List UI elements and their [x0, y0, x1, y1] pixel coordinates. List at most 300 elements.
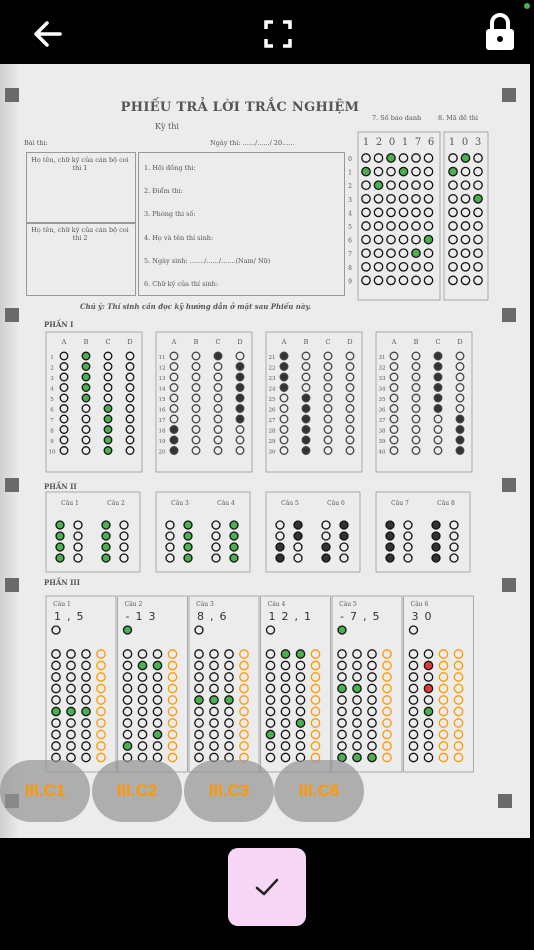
grid-label: 8 [348, 264, 352, 272]
answer-bubble [424, 684, 432, 692]
answer-bubble [346, 405, 354, 413]
field-diem-thi: 2. Điểm thi: [144, 187, 183, 195]
signer2-label: Họ tên, chữ ký của cán bộ coi thi 2 [31, 226, 129, 242]
answer-bubble [374, 222, 382, 230]
answer-bubble [192, 363, 200, 371]
answer-bubble [104, 436, 112, 444]
answer-bubble [168, 753, 176, 761]
chip-iii-c6[interactable] [274, 760, 364, 822]
answer-bubble [302, 405, 310, 413]
field-hoi-dong: 1. Hội đồng thi: [144, 164, 196, 172]
answer-bubble [212, 521, 220, 529]
grid-label: 3 [50, 376, 54, 382]
answer-bubble [374, 154, 382, 162]
grid-label: 2 [375, 137, 383, 148]
answer-bubble [302, 426, 310, 434]
chip-iii-c1[interactable] [0, 760, 90, 822]
answer-bubble [60, 384, 68, 392]
answer-bubble [296, 730, 304, 738]
ky-thi-label: Kỳ thi [155, 122, 179, 131]
answer-bubble [67, 650, 75, 658]
answer-bubble [281, 742, 289, 750]
grid-label: Câu 4 [217, 500, 235, 507]
answer-bubble [338, 684, 346, 692]
answer-bubble [126, 373, 134, 381]
answer-bubble [214, 426, 222, 434]
answer-bubble [409, 696, 417, 704]
answer-bubble [67, 707, 75, 715]
grid-label: 29 [268, 439, 276, 445]
chip-label: III.C2 [116, 781, 158, 800]
answer-bubble [412, 394, 420, 402]
answer-bubble [362, 154, 370, 162]
answer-bubble [240, 696, 248, 704]
answer-bubble [474, 167, 482, 175]
answer-bubble [424, 673, 432, 681]
answer-bubble [324, 384, 332, 392]
answer-bubble [97, 753, 105, 761]
answer-bubble [52, 650, 60, 658]
answer-bubble [474, 263, 482, 271]
answer-bubble [399, 222, 407, 230]
answer-bubble [138, 719, 146, 727]
part1-label: PHẦN I [44, 320, 74, 329]
answer-bubble [374, 263, 382, 271]
answer-bubble [192, 394, 200, 402]
answer-bubble [424, 249, 432, 257]
answer-bubble [324, 426, 332, 434]
answer-bubble [386, 521, 394, 529]
answer-bubble [126, 426, 134, 434]
answer-bubble [412, 276, 420, 284]
confirm-button[interactable] [228, 848, 306, 926]
answer-bubble [126, 415, 134, 423]
answer-bubble [120, 554, 128, 562]
answer-bubble [236, 426, 244, 434]
answer-bubble [439, 673, 447, 681]
grid-label: 8 [50, 428, 54, 435]
answer-bubble [449, 154, 457, 162]
answer-bubble [210, 684, 218, 692]
answer-bubble [281, 673, 289, 681]
answer-bubble [166, 543, 174, 551]
answer-bubble [324, 447, 332, 455]
answer-bubble [346, 394, 354, 402]
part3-written-answer: 1,5 [54, 610, 90, 623]
answer-bubble [461, 181, 469, 189]
answer-bubble [97, 661, 105, 669]
answer-bubble [97, 742, 105, 750]
answer-bubble [322, 521, 330, 529]
answer-bubble [170, 447, 178, 455]
answer-bubble [166, 532, 174, 540]
answer-bubble [412, 363, 420, 371]
answer-bubble [324, 352, 332, 360]
answer-bubble [82, 352, 90, 360]
answer-bubble [409, 730, 417, 738]
answer-bubble [236, 436, 244, 444]
answer-bubble [412, 373, 420, 381]
answer-bubble [120, 532, 128, 540]
grid-label: 34 [378, 386, 386, 393]
answer-bubble [280, 447, 288, 455]
grid-label: 36 [378, 407, 386, 414]
grid-label: 7 [414, 137, 422, 148]
answer-bubble [302, 394, 310, 402]
answer-bubble [386, 554, 394, 562]
answer-bubble [439, 684, 447, 692]
answer-bubble [461, 167, 469, 175]
answer-bubble [60, 447, 68, 455]
answer-bubble [236, 384, 244, 392]
answer-bubble [399, 154, 407, 162]
answer-bubble [225, 742, 233, 750]
answer-bubble [153, 684, 161, 692]
answer-bubble [474, 249, 482, 257]
answer-bubble [456, 352, 464, 360]
answer-bubble [404, 532, 412, 540]
grid-label: 22 [268, 365, 276, 372]
grid-label: B [193, 338, 199, 346]
answer-bubble [424, 208, 432, 216]
grid-label: 0 [348, 156, 352, 163]
answer-bubble [138, 696, 146, 704]
answer-bubble [82, 650, 90, 658]
answer-bubble [138, 684, 146, 692]
answer-bubble [280, 373, 288, 381]
answer-bubble [302, 373, 310, 381]
answer-bubble [168, 742, 176, 750]
answer-bubble [454, 661, 462, 669]
answer-bubble [281, 684, 289, 692]
grid-label: Câu 1 [61, 500, 79, 507]
grid-label: D [127, 338, 133, 346]
answer-bubble [368, 684, 376, 692]
answer-bubble [474, 208, 482, 216]
answer-bubble [434, 447, 442, 455]
part3-written-answer: 30 [411, 610, 438, 623]
answer-bubble [324, 363, 332, 371]
answer-bubble [461, 263, 469, 271]
grid-label: 9 [348, 278, 352, 286]
grid-label: 1 [401, 137, 409, 148]
answer-bubble [454, 730, 462, 738]
answer-bubble [266, 650, 274, 658]
answer-bubble [461, 235, 469, 243]
answer-bubble [67, 673, 75, 681]
answer-bubble [82, 373, 90, 381]
answer-bubble [410, 626, 418, 634]
answer-bubble [424, 730, 432, 738]
chip-iii-c2[interactable] [92, 760, 182, 822]
answer-bubble [302, 352, 310, 360]
answer-bubble [97, 719, 105, 727]
answer-bubble [302, 447, 310, 455]
answer-bubble [82, 384, 90, 392]
answer-bubble [324, 373, 332, 381]
answer-bubble [404, 543, 412, 551]
answer-bubble [311, 742, 319, 750]
part3-label: PHẦN III [44, 578, 80, 587]
answer-bubble [225, 650, 233, 658]
answer-bubble [296, 719, 304, 727]
answer-bubble [123, 719, 131, 727]
answer-bubble [383, 684, 391, 692]
answer-bubble [353, 673, 361, 681]
grid-label: Câu 2 [124, 601, 143, 608]
field-chu-ky: 6. Chữ ký của thí sinh: [144, 280, 219, 288]
answer-bubble [387, 235, 395, 243]
answer-bubble [424, 181, 432, 189]
answer-bubble [424, 696, 432, 704]
answer-bubble [474, 154, 482, 162]
grid-label: 3 [348, 196, 352, 204]
answer-bubble [276, 521, 284, 529]
answer-bubble [434, 363, 442, 371]
answer-bubble [102, 554, 110, 562]
answer-bubble [387, 263, 395, 271]
answer-bubble [338, 730, 346, 738]
answer-bubble [409, 742, 417, 750]
chip-label: III.C3 [208, 781, 250, 800]
answer-bubble [97, 696, 105, 704]
answer-bubble [456, 415, 464, 423]
answer-bubble [168, 684, 176, 692]
answer-bubble [449, 181, 457, 189]
grid-label: 14 [158, 386, 166, 393]
answer-bubble [82, 447, 90, 455]
grid-label: Câu 3 [171, 500, 189, 507]
answer-bubble [195, 684, 203, 692]
grid-label: 4 [50, 386, 54, 393]
answer-bubble [236, 363, 244, 371]
answer-bubble [353, 707, 361, 715]
grid-label: Câu 3 [196, 601, 214, 608]
lock-button[interactable] [478, 10, 522, 54]
answer-bubble [168, 661, 176, 669]
answer-bubble [399, 167, 407, 175]
answer-bubble [168, 673, 176, 681]
answer-bubble [126, 352, 134, 360]
answer-bubble [454, 707, 462, 715]
answer-bubble [168, 730, 176, 738]
answer-bubble [52, 684, 60, 692]
answer-bubble [412, 263, 420, 271]
answer-bubble [102, 543, 110, 551]
answer-bubble [412, 415, 420, 423]
answer-bubble [399, 195, 407, 203]
grid-label: 7 [348, 251, 352, 259]
answer-bubble [432, 532, 440, 540]
answer-bubble [82, 719, 90, 727]
answer-bubble [346, 415, 354, 423]
answer-bubble [126, 436, 134, 444]
answer-bubble [82, 696, 90, 704]
answer-bubble [311, 684, 319, 692]
answer-bubble [267, 626, 275, 634]
answer-bubble [432, 543, 440, 551]
answer-bubble [368, 730, 376, 738]
answer-bubble [390, 405, 398, 413]
answer-bubble [362, 222, 370, 230]
answer-bubble [104, 363, 112, 371]
answer-bubble [74, 521, 82, 529]
answer-bubble [240, 719, 248, 727]
answer-bubble [126, 405, 134, 413]
answer-bubble [170, 436, 178, 444]
back-button[interactable] [28, 14, 68, 54]
answer-bubble [338, 742, 346, 750]
answer-bubble [82, 753, 90, 761]
grid-label: 35 [378, 397, 386, 403]
answer-bubble [412, 447, 420, 455]
grid-label: 5 [348, 224, 352, 231]
answer-bubble [296, 673, 304, 681]
answer-bubble [412, 235, 420, 243]
answer-bubble [424, 167, 432, 175]
answer-bubble [281, 661, 289, 669]
answer-bubble [374, 249, 382, 257]
answer-bubble [383, 673, 391, 681]
answer-bubble [74, 554, 82, 562]
grid-label: 6 [50, 407, 54, 414]
answer-bubble [409, 753, 417, 761]
answer-bubble [97, 730, 105, 738]
answer-bubble [184, 521, 192, 529]
answer-bubble [340, 521, 348, 529]
grid-label: A [391, 338, 397, 346]
grid-label: D [457, 338, 463, 346]
answer-bubble [225, 719, 233, 727]
answer-bubble [409, 719, 417, 727]
answer-bubble [123, 707, 131, 715]
grid-label: 1 [50, 355, 54, 361]
answer-bubble [60, 415, 68, 423]
answer-bubble [362, 181, 370, 189]
answer-bubble [302, 436, 310, 444]
answer-bubble [60, 363, 68, 371]
answer-bubble [424, 263, 432, 271]
answer-bubble [266, 707, 274, 715]
answer-bubble [346, 447, 354, 455]
answer-bubble [324, 415, 332, 423]
answer-bubble [82, 707, 90, 715]
answer-bubble [311, 661, 319, 669]
answer-bubble [240, 661, 248, 669]
answer-bubble [124, 626, 132, 634]
answer-bubble [424, 707, 432, 715]
answer-bubble [456, 436, 464, 444]
answer-bubble [266, 696, 274, 704]
answer-bubble [302, 363, 310, 371]
answer-bubble [153, 707, 161, 715]
answer-bubble [399, 263, 407, 271]
answer-bubble [240, 730, 248, 738]
answer-bubble [153, 730, 161, 738]
grid-label: D [347, 338, 353, 346]
grid-label: D [237, 338, 243, 346]
answer-bubble [192, 384, 200, 392]
answer-bubble [236, 373, 244, 381]
answer-bubble [153, 696, 161, 704]
answer-bubble [474, 276, 482, 284]
answer-bubble [439, 753, 447, 761]
arrow-left-icon [30, 16, 66, 52]
answer-bubble [280, 405, 288, 413]
answer-bubble [67, 696, 75, 704]
answer-bubble [456, 384, 464, 392]
part3-written-answer: 8,6 [197, 610, 233, 623]
answer-bubble [412, 167, 420, 175]
answer-bubble [170, 415, 178, 423]
answer-bubble [214, 363, 222, 371]
answer-bubble [120, 521, 128, 529]
answer-bubble [195, 696, 203, 704]
answer-bubble [454, 673, 462, 681]
answer-bubble [456, 363, 464, 371]
grid-label: 7 [50, 418, 54, 424]
ngay-thi-label: Ngày thi: ....../....../ 20...... [210, 139, 295, 147]
answer-bubble [434, 436, 442, 444]
grid-label: 25 [268, 397, 276, 403]
answer-bubble [412, 352, 420, 360]
answer-bubble [82, 415, 90, 423]
answer-bubble [449, 208, 457, 216]
scanned-answer-sheet [0, 64, 530, 838]
grid-label: Câu 5 [339, 601, 357, 608]
answer-bubble [386, 532, 394, 540]
answer-bubble [123, 730, 131, 738]
answer-bubble [362, 167, 370, 175]
answer-bubble [296, 650, 304, 658]
answer-bubble [311, 696, 319, 704]
answer-bubble [461, 195, 469, 203]
answer-bubble [230, 554, 238, 562]
answer-bubble [168, 696, 176, 704]
answer-bubble [456, 426, 464, 434]
answer-bubble [412, 208, 420, 216]
answer-bubble [210, 661, 218, 669]
answer-bubble [450, 532, 458, 540]
answer-bubble [153, 650, 161, 658]
answer-bubble [346, 426, 354, 434]
fullscreen-button[interactable] [258, 14, 298, 54]
grid-label: 1 [348, 169, 352, 177]
answer-bubble [192, 373, 200, 381]
top-toolbar [0, 0, 534, 64]
answer-bubble [404, 554, 412, 562]
answer-bubble [280, 363, 288, 371]
answer-bubble [383, 650, 391, 658]
answer-bubble [387, 222, 395, 230]
answer-bubble [399, 235, 407, 243]
answer-bubble [210, 673, 218, 681]
answer-bubble [434, 426, 442, 434]
answer-bubble [170, 394, 178, 402]
answer-bubble [387, 167, 395, 175]
answer-bubble [390, 436, 398, 444]
answer-bubble [266, 661, 274, 669]
chip-iii-c3[interactable] [184, 760, 274, 822]
grid-label: 37 [378, 418, 386, 424]
answer-bubble [60, 426, 68, 434]
grid-label: 27 [268, 418, 276, 424]
answer-bubble [104, 405, 112, 413]
answer-bubble [454, 684, 462, 692]
answer-bubble [399, 181, 407, 189]
answer-bubble [240, 650, 248, 658]
answer-bubble [214, 415, 222, 423]
